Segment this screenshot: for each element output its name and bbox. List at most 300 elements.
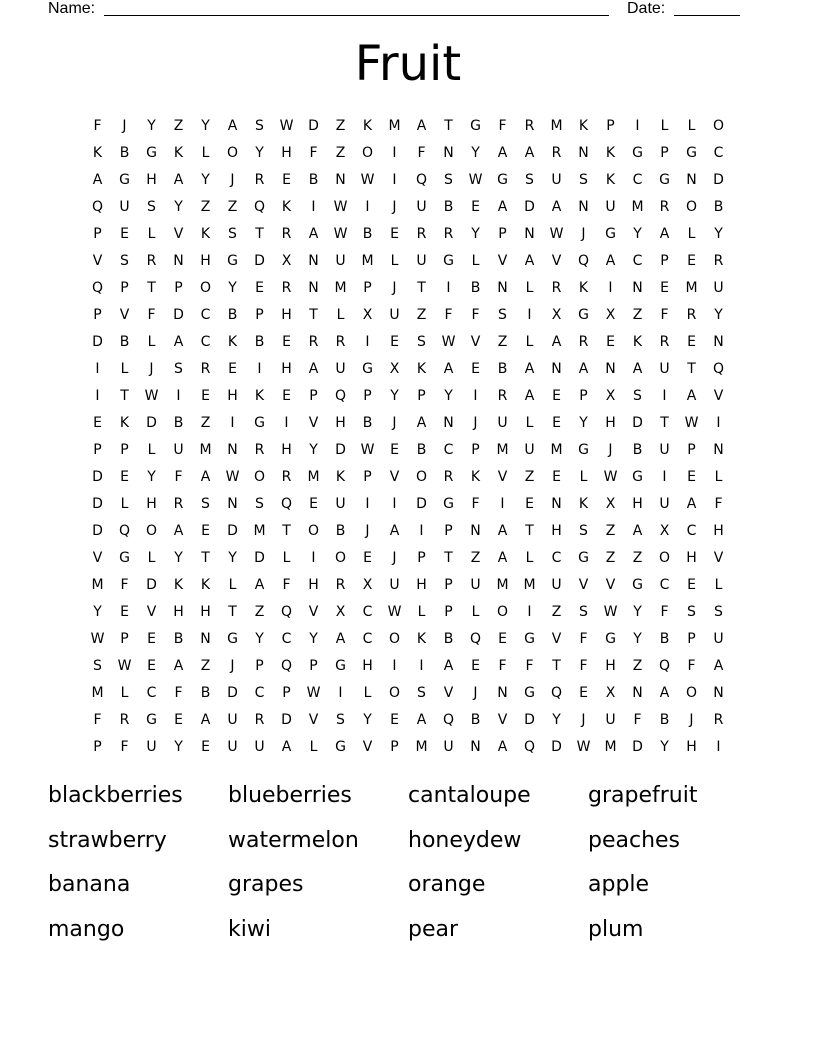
- grid-letter[interactable]: U: [335, 253, 346, 269]
- grid-letter[interactable]: M: [388, 118, 401, 134]
- grid-letter[interactable]: A: [308, 226, 319, 242]
- grid-letter[interactable]: V: [92, 253, 103, 269]
- grid-letter[interactable]: L: [201, 145, 210, 161]
- grid-letter[interactable]: G: [335, 739, 346, 755]
- grid-letter[interactable]: I: [392, 496, 397, 512]
- grid-letter[interactable]: Y: [471, 145, 480, 161]
- grid-letter[interactable]: B: [416, 442, 427, 458]
- grid-letter[interactable]: B: [173, 631, 184, 647]
- grid-letter[interactable]: N: [443, 415, 454, 431]
- grid-letter[interactable]: M: [199, 442, 212, 458]
- grid-letter[interactable]: A: [497, 145, 508, 161]
- grid-letter[interactable]: E: [552, 469, 561, 485]
- grid-letter[interactable]: F: [174, 685, 183, 701]
- grid-letter[interactable]: U: [335, 361, 346, 377]
- grid-letter[interactable]: G: [632, 469, 643, 485]
- grid-letter[interactable]: Y: [255, 145, 264, 161]
- grid-letter[interactable]: A: [173, 334, 184, 350]
- grid-letter[interactable]: F: [687, 658, 696, 674]
- grid-letter[interactable]: I: [365, 496, 370, 512]
- grid-letter[interactable]: A: [632, 523, 643, 539]
- grid-letter[interactable]: B: [308, 172, 319, 188]
- grid-letter[interactable]: P: [255, 307, 264, 323]
- grid-letter[interactable]: W: [333, 199, 348, 215]
- grid-letter[interactable]: V: [92, 550, 103, 566]
- grid-letter[interactable]: C: [659, 577, 670, 593]
- grid-letter[interactable]: Y: [363, 712, 372, 728]
- grid-letter[interactable]: M: [523, 577, 536, 593]
- grid-letter[interactable]: Q: [577, 253, 590, 269]
- grid-letter[interactable]: V: [389, 469, 400, 485]
- grid-letter[interactable]: X: [605, 685, 616, 701]
- grid-letter[interactable]: L: [147, 226, 156, 242]
- grid-letter[interactable]: C: [200, 334, 211, 350]
- grid-letter[interactable]: P: [120, 631, 129, 647]
- grid-letter[interactable]: F: [471, 496, 480, 512]
- grid-letter[interactable]: F: [525, 658, 534, 674]
- grid-letter[interactable]: R: [200, 361, 211, 377]
- grid-letter[interactable]: B: [443, 199, 454, 215]
- grid-letter[interactable]: G: [146, 712, 157, 728]
- grid-letter[interactable]: U: [713, 280, 724, 296]
- grid-letter[interactable]: S: [687, 604, 696, 620]
- grid-letter[interactable]: G: [335, 658, 346, 674]
- grid-letter[interactable]: D: [92, 334, 103, 350]
- grid-letter[interactable]: N: [686, 172, 697, 188]
- grid-letter[interactable]: Y: [309, 442, 318, 458]
- grid-letter[interactable]: K: [254, 388, 265, 404]
- grid-letter[interactable]: G: [497, 172, 508, 188]
- grid-letter[interactable]: E: [606, 334, 615, 350]
- grid-letter[interactable]: S: [714, 604, 723, 620]
- grid-letter[interactable]: E: [201, 523, 210, 539]
- grid-letter[interactable]: P: [255, 658, 264, 674]
- grid-letter[interactable]: R: [281, 280, 292, 296]
- grid-letter[interactable]: M: [496, 442, 509, 458]
- grid-letter[interactable]: G: [632, 577, 643, 593]
- grid-letter[interactable]: L: [525, 415, 534, 431]
- grid-letter[interactable]: U: [389, 577, 400, 593]
- grid-letter[interactable]: N: [632, 280, 643, 296]
- grid-letter[interactable]: X: [362, 577, 373, 593]
- grid-letter[interactable]: T: [417, 280, 426, 296]
- grid-letter[interactable]: J: [608, 442, 613, 458]
- grid-letter[interactable]: C: [362, 631, 373, 647]
- grid-letter[interactable]: L: [660, 118, 669, 134]
- grid-letter[interactable]: G: [659, 172, 670, 188]
- grid-letter[interactable]: Y: [228, 550, 237, 566]
- grid-letter[interactable]: I: [257, 361, 262, 377]
- grid-letter[interactable]: A: [200, 712, 211, 728]
- grid-letter[interactable]: G: [443, 496, 454, 512]
- grid-letter[interactable]: O: [388, 685, 401, 701]
- grid-letter[interactable]: D: [146, 577, 157, 593]
- grid-letter[interactable]: A: [632, 361, 643, 377]
- grid-letter[interactable]: Y: [147, 469, 156, 485]
- grid-letter[interactable]: P: [120, 442, 129, 458]
- grid-letter[interactable]: Y: [660, 739, 669, 755]
- grid-letter[interactable]: K: [578, 496, 589, 512]
- grid-letter[interactable]: U: [335, 496, 346, 512]
- grid-letter[interactable]: Z: [200, 415, 211, 431]
- grid-letter[interactable]: H: [713, 523, 724, 539]
- grid-letter[interactable]: A: [227, 118, 238, 134]
- grid-letter[interactable]: V: [713, 550, 724, 566]
- grid-letter[interactable]: I: [284, 415, 289, 431]
- grid-letter[interactable]: U: [713, 631, 724, 647]
- grid-letter[interactable]: Z: [254, 604, 265, 620]
- grid-letter[interactable]: H: [686, 739, 697, 755]
- grid-letter[interactable]: D: [632, 415, 643, 431]
- grid-letter[interactable]: G: [227, 253, 238, 269]
- grid-letter[interactable]: B: [119, 145, 130, 161]
- grid-letter[interactable]: C: [686, 523, 697, 539]
- grid-letter[interactable]: Q: [280, 658, 293, 674]
- grid-letter[interactable]: O: [712, 118, 725, 134]
- grid-letter[interactable]: X: [605, 496, 616, 512]
- grid-letter[interactable]: R: [551, 145, 562, 161]
- grid-letter[interactable]: E: [363, 550, 372, 566]
- grid-letter[interactable]: D: [632, 739, 643, 755]
- grid-letter[interactable]: V: [551, 253, 562, 269]
- grid-letter[interactable]: L: [120, 496, 129, 512]
- grid-letter[interactable]: E: [660, 280, 669, 296]
- grid-letter[interactable]: Y: [579, 415, 588, 431]
- grid-letter[interactable]: S: [120, 253, 129, 269]
- grid-letter[interactable]: K: [227, 334, 238, 350]
- grid-letter[interactable]: V: [173, 226, 184, 242]
- grid-letter[interactable]: B: [470, 712, 481, 728]
- grid-letter[interactable]: F: [579, 658, 588, 674]
- grid-letter[interactable]: P: [444, 577, 453, 593]
- grid-letter[interactable]: R: [416, 226, 427, 242]
- grid-letter[interactable]: L: [714, 469, 723, 485]
- grid-letter[interactable]: L: [309, 739, 318, 755]
- grid-letter[interactable]: A: [659, 226, 670, 242]
- grid-letter[interactable]: N: [605, 361, 616, 377]
- grid-letter[interactable]: W: [90, 631, 105, 647]
- grid-letter[interactable]: F: [120, 577, 129, 593]
- grid-letter[interactable]: R: [254, 172, 265, 188]
- grid-letter[interactable]: R: [119, 712, 130, 728]
- grid-letter[interactable]: J: [230, 658, 235, 674]
- grid-letter[interactable]: N: [713, 442, 724, 458]
- grid-letter[interactable]: E: [120, 604, 129, 620]
- grid-letter[interactable]: K: [173, 145, 184, 161]
- grid-letter[interactable]: Q: [280, 604, 293, 620]
- grid-letter[interactable]: L: [525, 334, 534, 350]
- grid-letter[interactable]: B: [659, 631, 670, 647]
- grid-letter[interactable]: E: [498, 631, 507, 647]
- grid-letter[interactable]: M: [496, 577, 509, 593]
- grid-letter[interactable]: U: [254, 739, 265, 755]
- grid-letter[interactable]: V: [308, 604, 319, 620]
- grid-letter[interactable]: N: [497, 685, 508, 701]
- grid-letter[interactable]: P: [417, 550, 426, 566]
- grid-letter[interactable]: G: [632, 145, 643, 161]
- grid-letter[interactable]: A: [173, 172, 184, 188]
- grid-letter[interactable]: S: [498, 307, 507, 323]
- grid-letter[interactable]: J: [122, 118, 127, 134]
- grid-letter[interactable]: E: [120, 226, 129, 242]
- grid-letter[interactable]: J: [581, 712, 586, 728]
- grid-letter[interactable]: P: [282, 685, 291, 701]
- grid-letter[interactable]: A: [686, 496, 697, 512]
- grid-letter[interactable]: T: [255, 226, 264, 242]
- grid-letter[interactable]: C: [632, 253, 643, 269]
- grid-letter[interactable]: W: [117, 658, 132, 674]
- grid-letter[interactable]: P: [444, 523, 453, 539]
- grid-letter[interactable]: W: [603, 469, 618, 485]
- grid-letter[interactable]: C: [713, 145, 724, 161]
- grid-letter[interactable]: K: [173, 577, 184, 593]
- grid-letter[interactable]: E: [255, 280, 264, 296]
- grid-letter[interactable]: G: [524, 685, 535, 701]
- grid-letter[interactable]: U: [416, 199, 427, 215]
- grid-letter[interactable]: V: [308, 415, 319, 431]
- grid-letter[interactable]: Y: [714, 226, 723, 242]
- grid-letter[interactable]: E: [471, 199, 480, 215]
- grid-letter[interactable]: N: [335, 172, 346, 188]
- grid-letter[interactable]: W: [360, 442, 375, 458]
- grid-letter[interactable]: E: [687, 577, 696, 593]
- grid-letter[interactable]: Q: [658, 658, 671, 674]
- grid-letter[interactable]: D: [713, 172, 724, 188]
- grid-letter[interactable]: Z: [524, 469, 535, 485]
- grid-letter[interactable]: L: [120, 685, 129, 701]
- grid-letter[interactable]: Q: [253, 199, 266, 215]
- grid-letter[interactable]: O: [334, 550, 347, 566]
- grid-letter[interactable]: Y: [93, 604, 102, 620]
- grid-letter[interactable]: D: [335, 442, 346, 458]
- grid-letter[interactable]: E: [174, 712, 183, 728]
- grid-letter[interactable]: F: [498, 118, 507, 134]
- grid-letter[interactable]: H: [281, 442, 292, 458]
- grid-letter[interactable]: K: [335, 469, 346, 485]
- grid-letter[interactable]: T: [660, 415, 669, 431]
- grid-letter[interactable]: E: [552, 388, 561, 404]
- grid-letter[interactable]: A: [416, 415, 427, 431]
- grid-letter[interactable]: U: [659, 496, 670, 512]
- grid-letter[interactable]: S: [525, 172, 534, 188]
- grid-letter[interactable]: Z: [605, 550, 616, 566]
- grid-letter[interactable]: O: [226, 145, 239, 161]
- grid-letter[interactable]: Y: [201, 118, 210, 134]
- grid-letter[interactable]: N: [227, 442, 238, 458]
- grid-letter[interactable]: I: [392, 172, 397, 188]
- grid-letter[interactable]: Q: [91, 280, 104, 296]
- grid-letter[interactable]: J: [392, 280, 397, 296]
- grid-letter[interactable]: Z: [497, 334, 508, 350]
- grid-letter[interactable]: J: [689, 712, 694, 728]
- grid-letter[interactable]: Z: [470, 550, 481, 566]
- grid-letter[interactable]: R: [281, 226, 292, 242]
- grid-letter[interactable]: E: [471, 361, 480, 377]
- grid-letter[interactable]: Y: [471, 226, 480, 242]
- grid-letter[interactable]: I: [95, 361, 100, 377]
- grid-letter[interactable]: G: [605, 226, 616, 242]
- grid-letter[interactable]: N: [578, 145, 589, 161]
- grid-letter[interactable]: T: [309, 307, 318, 323]
- grid-letter[interactable]: M: [415, 739, 428, 755]
- grid-letter[interactable]: O: [415, 469, 428, 485]
- grid-letter[interactable]: M: [91, 577, 104, 593]
- grid-letter[interactable]: A: [173, 523, 184, 539]
- grid-letter[interactable]: N: [308, 280, 319, 296]
- grid-letter[interactable]: N: [227, 496, 238, 512]
- grid-letter[interactable]: L: [471, 604, 480, 620]
- grid-letter[interactable]: Q: [334, 388, 347, 404]
- grid-letter[interactable]: Q: [550, 685, 563, 701]
- grid-letter[interactable]: Q: [442, 712, 455, 728]
- grid-letter[interactable]: Z: [335, 118, 346, 134]
- grid-letter[interactable]: R: [659, 199, 670, 215]
- grid-letter[interactable]: Y: [201, 172, 210, 188]
- grid-letter[interactable]: A: [308, 361, 319, 377]
- grid-letter[interactable]: I: [527, 604, 532, 620]
- grid-letter[interactable]: U: [416, 253, 427, 269]
- grid-letter[interactable]: H: [173, 604, 184, 620]
- grid-letter[interactable]: M: [550, 442, 563, 458]
- grid-letter[interactable]: M: [91, 685, 104, 701]
- grid-letter[interactable]: S: [444, 172, 453, 188]
- grid-letter[interactable]: O: [199, 280, 212, 296]
- grid-letter[interactable]: I: [365, 334, 370, 350]
- grid-letter[interactable]: O: [685, 685, 698, 701]
- grid-letter[interactable]: U: [173, 442, 184, 458]
- grid-letter[interactable]: H: [632, 496, 643, 512]
- grid-letter[interactable]: P: [687, 442, 696, 458]
- grid-letter[interactable]: Q: [91, 199, 104, 215]
- grid-letter[interactable]: P: [309, 388, 318, 404]
- grid-letter[interactable]: R: [308, 334, 319, 350]
- grid-letter[interactable]: R: [254, 442, 265, 458]
- grid-letter[interactable]: L: [714, 577, 723, 593]
- grid-letter[interactable]: G: [524, 631, 535, 647]
- grid-letter[interactable]: T: [525, 523, 534, 539]
- grid-letter[interactable]: V: [146, 604, 157, 620]
- grid-letter[interactable]: G: [443, 253, 454, 269]
- grid-letter[interactable]: X: [605, 307, 616, 323]
- grid-letter[interactable]: U: [119, 199, 130, 215]
- grid-letter[interactable]: S: [174, 361, 183, 377]
- grid-letter[interactable]: V: [308, 712, 319, 728]
- grid-letter[interactable]: K: [605, 145, 616, 161]
- grid-letter[interactable]: X: [605, 388, 616, 404]
- grid-letter[interactable]: Y: [633, 604, 642, 620]
- grid-letter[interactable]: G: [578, 442, 589, 458]
- grid-letter[interactable]: S: [633, 388, 642, 404]
- grid-letter[interactable]: Z: [605, 523, 616, 539]
- grid-letter[interactable]: E: [93, 415, 102, 431]
- grid-letter[interactable]: D: [254, 253, 265, 269]
- grid-letter[interactable]: K: [605, 172, 616, 188]
- grid-letter[interactable]: T: [201, 550, 210, 566]
- grid-letter[interactable]: I: [500, 496, 505, 512]
- grid-letter[interactable]: B: [659, 712, 670, 728]
- grid-letter[interactable]: Y: [174, 739, 183, 755]
- grid-letter[interactable]: A: [497, 199, 508, 215]
- grid-letter[interactable]: W: [576, 739, 591, 755]
- grid-letter[interactable]: P: [660, 145, 669, 161]
- grid-letter[interactable]: N: [308, 253, 319, 269]
- grid-letter[interactable]: G: [254, 415, 265, 431]
- grid-letter[interactable]: G: [578, 550, 589, 566]
- grid-letter[interactable]: W: [360, 172, 375, 188]
- grid-letter[interactable]: D: [92, 469, 103, 485]
- grid-letter[interactable]: O: [658, 550, 671, 566]
- grid-letter[interactable]: D: [524, 712, 535, 728]
- grid-letter[interactable]: V: [578, 577, 589, 593]
- grid-letter[interactable]: W: [441, 334, 456, 350]
- grid-letter[interactable]: K: [632, 334, 643, 350]
- grid-letter[interactable]: U: [659, 442, 670, 458]
- grid-letter[interactable]: R: [443, 469, 454, 485]
- grid-letter[interactable]: C: [443, 442, 454, 458]
- grid-letter[interactable]: K: [416, 631, 427, 647]
- grid-letter[interactable]: V: [497, 712, 508, 728]
- grid-letter[interactable]: H: [605, 415, 616, 431]
- grid-letter[interactable]: F: [120, 739, 129, 755]
- grid-letter[interactable]: S: [579, 604, 588, 620]
- grid-letter[interactable]: B: [335, 523, 346, 539]
- grid-letter[interactable]: Y: [147, 118, 156, 134]
- grid-letter[interactable]: R: [281, 469, 292, 485]
- grid-letter[interactable]: L: [417, 604, 426, 620]
- grid-letter[interactable]: T: [147, 280, 156, 296]
- grid-letter[interactable]: U: [389, 307, 400, 323]
- grid-letter[interactable]: H: [416, 577, 427, 593]
- grid-letter[interactable]: B: [497, 361, 508, 377]
- grid-letter[interactable]: N: [713, 334, 724, 350]
- grid-letter[interactable]: P: [579, 388, 588, 404]
- grid-letter[interactable]: H: [281, 145, 292, 161]
- grid-letter[interactable]: Q: [469, 631, 482, 647]
- grid-letter[interactable]: Y: [309, 631, 318, 647]
- grid-letter[interactable]: E: [147, 658, 156, 674]
- grid-letter[interactable]: D: [551, 739, 562, 755]
- grid-letter[interactable]: Z: [632, 550, 643, 566]
- grid-letter[interactable]: D: [416, 496, 427, 512]
- grid-letter[interactable]: Y: [390, 388, 399, 404]
- grid-letter[interactable]: I: [419, 658, 424, 674]
- grid-letter[interactable]: T: [282, 523, 291, 539]
- grid-letter[interactable]: J: [230, 172, 235, 188]
- grid-letter[interactable]: A: [443, 658, 454, 674]
- grid-letter[interactable]: R: [497, 388, 508, 404]
- grid-letter[interactable]: E: [309, 496, 318, 512]
- grid-letter[interactable]: F: [660, 604, 669, 620]
- grid-letter[interactable]: B: [713, 199, 724, 215]
- grid-letter[interactable]: U: [551, 172, 562, 188]
- grid-letter[interactable]: A: [200, 469, 211, 485]
- grid-letter[interactable]: M: [307, 469, 320, 485]
- grid-letter[interactable]: T: [552, 658, 561, 674]
- grid-letter[interactable]: G: [578, 307, 589, 323]
- grid-letter[interactable]: I: [527, 307, 532, 323]
- grid-letter[interactable]: K: [281, 199, 292, 215]
- grid-letter[interactable]: F: [633, 712, 642, 728]
- grid-letter[interactable]: N: [497, 280, 508, 296]
- grid-letter[interactable]: T: [120, 388, 129, 404]
- grid-letter[interactable]: P: [498, 226, 507, 242]
- grid-letter[interactable]: E: [525, 496, 534, 512]
- grid-letter[interactable]: P: [687, 631, 696, 647]
- grid-letter[interactable]: W: [333, 226, 348, 242]
- grid-letter[interactable]: K: [92, 145, 103, 161]
- grid-letter[interactable]: M: [604, 739, 617, 755]
- grid-letter[interactable]: F: [174, 469, 183, 485]
